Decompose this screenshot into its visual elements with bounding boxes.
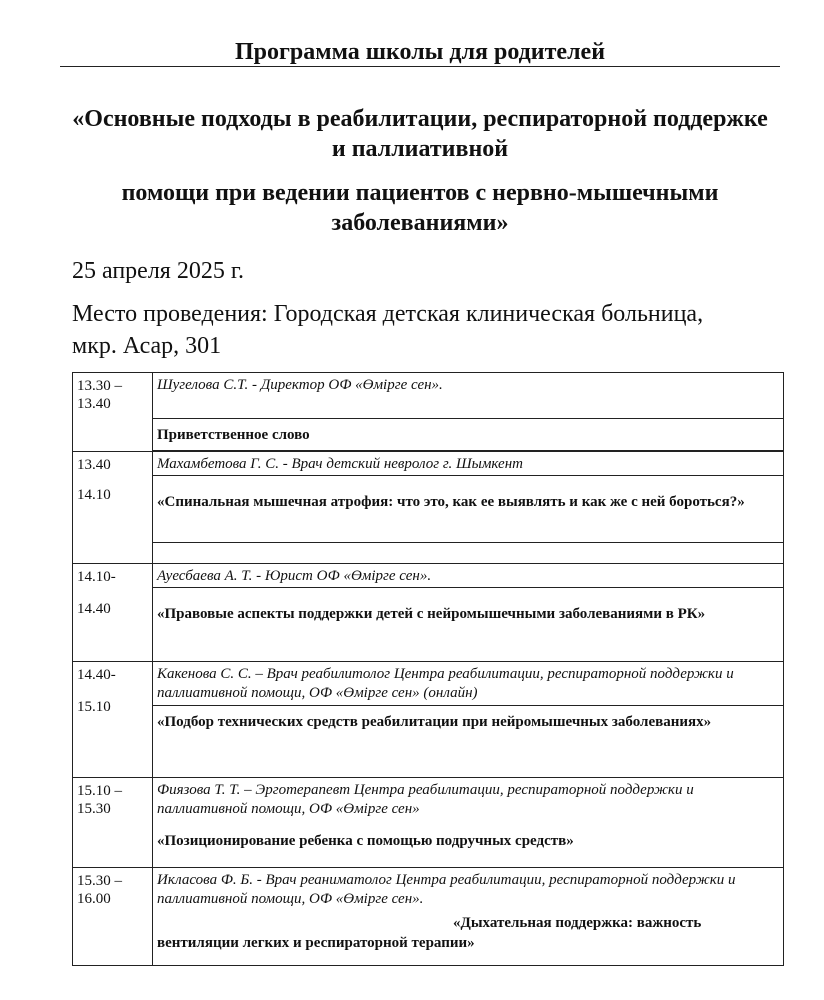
session-row bbox=[73, 452, 784, 564]
document-title: Программа школы для родителей bbox=[234, 39, 606, 65]
session-time-start: 15.30 – bbox=[77, 873, 122, 889]
session-speaker: Шугелова С.Т. - Директор ОФ «Өмірге сен». bbox=[157, 377, 443, 393]
program-table bbox=[72, 372, 784, 966]
session-details bbox=[153, 868, 784, 966]
session-time-end: 15.30 bbox=[77, 801, 111, 817]
session-time-end: 13.40 bbox=[77, 396, 111, 412]
session-topic: Приветственное слово bbox=[157, 427, 310, 443]
session-time bbox=[73, 868, 153, 966]
event-venue: Место проведения: Городская детская клиническая больница, мкр. Асар, 301 bbox=[72, 301, 704, 359]
session-row bbox=[73, 868, 784, 966]
session-topic: «Позиционирование ребенка с помощью подручных средств» bbox=[157, 833, 574, 849]
session-time bbox=[73, 564, 153, 662]
session-time-start: 14.40- bbox=[77, 667, 116, 683]
session-time-end: 14.40 bbox=[77, 601, 111, 617]
subtitle-line-2: помощи при ведении пациентов с нервно-мышечными заболеваниями» bbox=[121, 180, 719, 236]
session-row bbox=[73, 662, 784, 778]
session-time bbox=[73, 373, 153, 452]
session-speaker: Икласова Ф. Б. - Врач реаниматолог Центра реабилитации, респираторной поддержки и паллиативной помощи, ОФ «Өмірге сен». bbox=[157, 872, 736, 907]
session-time-end: 14.10 bbox=[77, 487, 111, 503]
session-details bbox=[153, 452, 784, 564]
session-topic: «Правовые аспекты поддержки детей с нейромышечными заболеваниями в РК» bbox=[157, 606, 706, 622]
row-divider bbox=[153, 542, 783, 543]
session-time-end: 15.10 bbox=[77, 699, 111, 715]
session-speaker: Ауесбаева А. Т. - Юрист ОФ «Өмірге сен». bbox=[157, 568, 432, 584]
session-time-end: 16.00 bbox=[77, 891, 111, 907]
session-time-start: 15.10 – bbox=[77, 783, 122, 799]
session-topic: «Дыхательная поддержка: важность вентиляции легких и респираторной терапии» bbox=[157, 915, 702, 951]
session-details bbox=[153, 564, 784, 662]
session-row bbox=[73, 373, 784, 452]
session-details bbox=[153, 662, 784, 778]
event-date: 25 апреля 2025 г. bbox=[72, 258, 244, 284]
session-details bbox=[153, 373, 784, 452]
session-topic: «Подбор технических средств реабилитации при нейромышечных заболеваниях» bbox=[157, 714, 712, 730]
session-row bbox=[73, 564, 784, 662]
subtitle-line-1: «Основные подходы в реабилитации, респираторной поддержке и паллиативной bbox=[72, 106, 768, 162]
session-time-start: 14.10- bbox=[77, 569, 116, 585]
session-topic: «Спинальная мышечная атрофия: что это, как ее выявлять и как же с ней бороться?» bbox=[157, 494, 745, 510]
session-details bbox=[153, 778, 784, 868]
session-speaker: Какенова С. С. – Врач реабилитолог Центра реабилитации, респираторной поддержки и паллиативной помощи, ОФ «Өмірге сен» (онлайн) bbox=[157, 666, 734, 701]
session-time bbox=[73, 452, 153, 564]
session-speaker: Фиязова Т. Т. – Эрготерапевт Центра реабилитации, респираторной поддержки и паллиативной помощи, ОФ «Өмірге сен» bbox=[157, 782, 694, 817]
session-time bbox=[73, 778, 153, 868]
session-time-start: 13.40 bbox=[77, 457, 111, 473]
title-underline bbox=[60, 66, 780, 67]
session-time-start: 13.30 – bbox=[77, 378, 122, 394]
session-speaker: Махамбетова Г. С. - Врач детский невролог г. Шымкент bbox=[157, 456, 523, 472]
session-time bbox=[73, 662, 153, 778]
session-row bbox=[73, 778, 784, 868]
